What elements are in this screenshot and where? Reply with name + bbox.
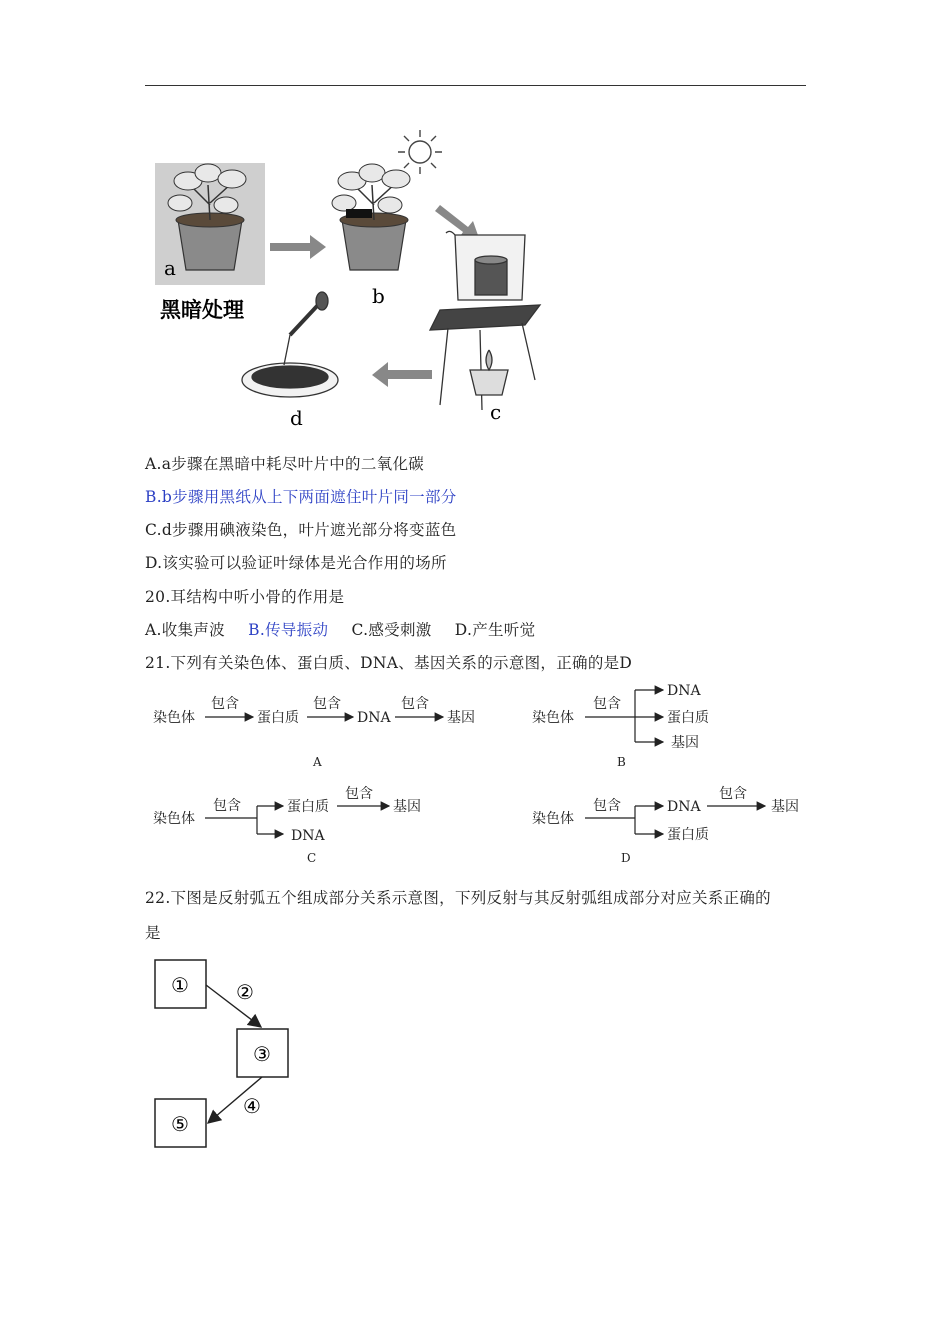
svg-text:A: A — [313, 755, 322, 769]
diagram-b — [532, 683, 709, 769]
arrow-c-d-icon — [372, 362, 432, 387]
q21-stem: 21.下列有关染色体、蛋白质、DNA、基因关系的示意图，正确的是D — [145, 654, 633, 672]
svg-text:基因: 基因 — [447, 710, 475, 726]
q22-stem-line1: 22.下图是反射弧五个组成部分关系示意图，下列反射与其反射弧组成部分对应关系正确的 — [145, 889, 771, 907]
header-rule — [145, 85, 806, 86]
node-5: ⑤ — [171, 1112, 189, 1136]
svg-text:包含: 包含 — [213, 798, 241, 814]
node-3: ③ — [253, 1042, 271, 1066]
dark-treatment-label: 黑暗处理 — [160, 297, 244, 322]
svg-text:包含: 包含 — [313, 696, 341, 712]
q20-option-a: A.收集声波 — [145, 621, 225, 639]
q19-option-c: C.d步骤用碘液染色，叶片遮光部分将变蓝色 — [145, 521, 457, 539]
svg-text:染色体: 染色体 — [532, 811, 574, 827]
svg-text:DNA: DNA — [291, 828, 325, 844]
q20-option-d: D.产生听觉 — [454, 621, 536, 639]
petri-dish-dropper-icon — [242, 292, 338, 397]
svg-text:基因: 基因 — [393, 799, 421, 815]
svg-text:蛋白质: 蛋白质 — [257, 710, 299, 726]
svg-text:包含: 包含 — [211, 696, 239, 712]
q20-options — [145, 618, 553, 640]
sun-icon — [398, 130, 442, 174]
svg-text:B: B — [617, 755, 626, 769]
reflex-arc-diagram — [150, 955, 320, 1155]
svg-text:蛋白质: 蛋白质 — [667, 827, 709, 843]
svg-text:包含: 包含 — [593, 696, 621, 712]
q21-diagrams — [145, 680, 815, 865]
q19-option-a: A.a步骤在黑暗中耗尽叶片中的二氧化碳 — [145, 455, 425, 473]
label-b: b — [372, 284, 385, 308]
plant-b-icon — [332, 164, 410, 270]
q20-option-b: B.传导振动 — [248, 621, 329, 639]
svg-text:包含: 包含 — [345, 786, 373, 802]
svg-text:染色体: 染色体 — [532, 710, 574, 726]
svg-text:DNA: DNA — [667, 799, 701, 815]
arrow-a-b-icon — [270, 235, 326, 259]
svg-text:蛋白质: 蛋白质 — [667, 710, 709, 726]
node-4: ④ — [243, 1094, 261, 1118]
svg-text:染色体: 染色体 — [153, 811, 195, 827]
label-c: c — [490, 400, 502, 424]
node-1: ① — [171, 973, 189, 997]
svg-text:DNA: DNA — [667, 683, 701, 699]
label-d: d — [290, 406, 303, 430]
svg-text:包含: 包含 — [593, 798, 621, 814]
diagram-c — [153, 786, 421, 865]
svg-text:C: C — [307, 851, 317, 865]
label-a: a — [164, 256, 176, 280]
svg-text:D: D — [621, 851, 631, 865]
svg-text:蛋白质: 蛋白质 — [287, 799, 329, 815]
svg-text:基因: 基因 — [671, 735, 699, 751]
node-2: ② — [236, 980, 254, 1004]
svg-text:包含: 包含 — [401, 696, 429, 712]
svg-text:基因: 基因 — [771, 799, 799, 815]
q20-option-c: C.感受刺激 — [351, 621, 432, 639]
diagram-d — [532, 786, 799, 865]
svg-text:包含: 包含 — [719, 786, 747, 802]
svg-text:DNA: DNA — [357, 710, 391, 726]
water-bath-apparatus-icon — [430, 231, 540, 410]
q20-stem: 20.耳结构中听小骨的作用是 — [145, 588, 345, 606]
q19-option-d: D.该实验可以验证叶绿体是光合作用的场所 — [145, 554, 447, 572]
q22-stem-line2: 是 — [145, 924, 161, 942]
svg-text:染色体: 染色体 — [153, 710, 195, 726]
q19-option-b: B.b步骤用黑纸从上下两面遮住叶片同一部分 — [145, 488, 457, 506]
diagram-a — [153, 696, 475, 769]
photosynthesis-experiment-figure — [150, 125, 560, 430]
